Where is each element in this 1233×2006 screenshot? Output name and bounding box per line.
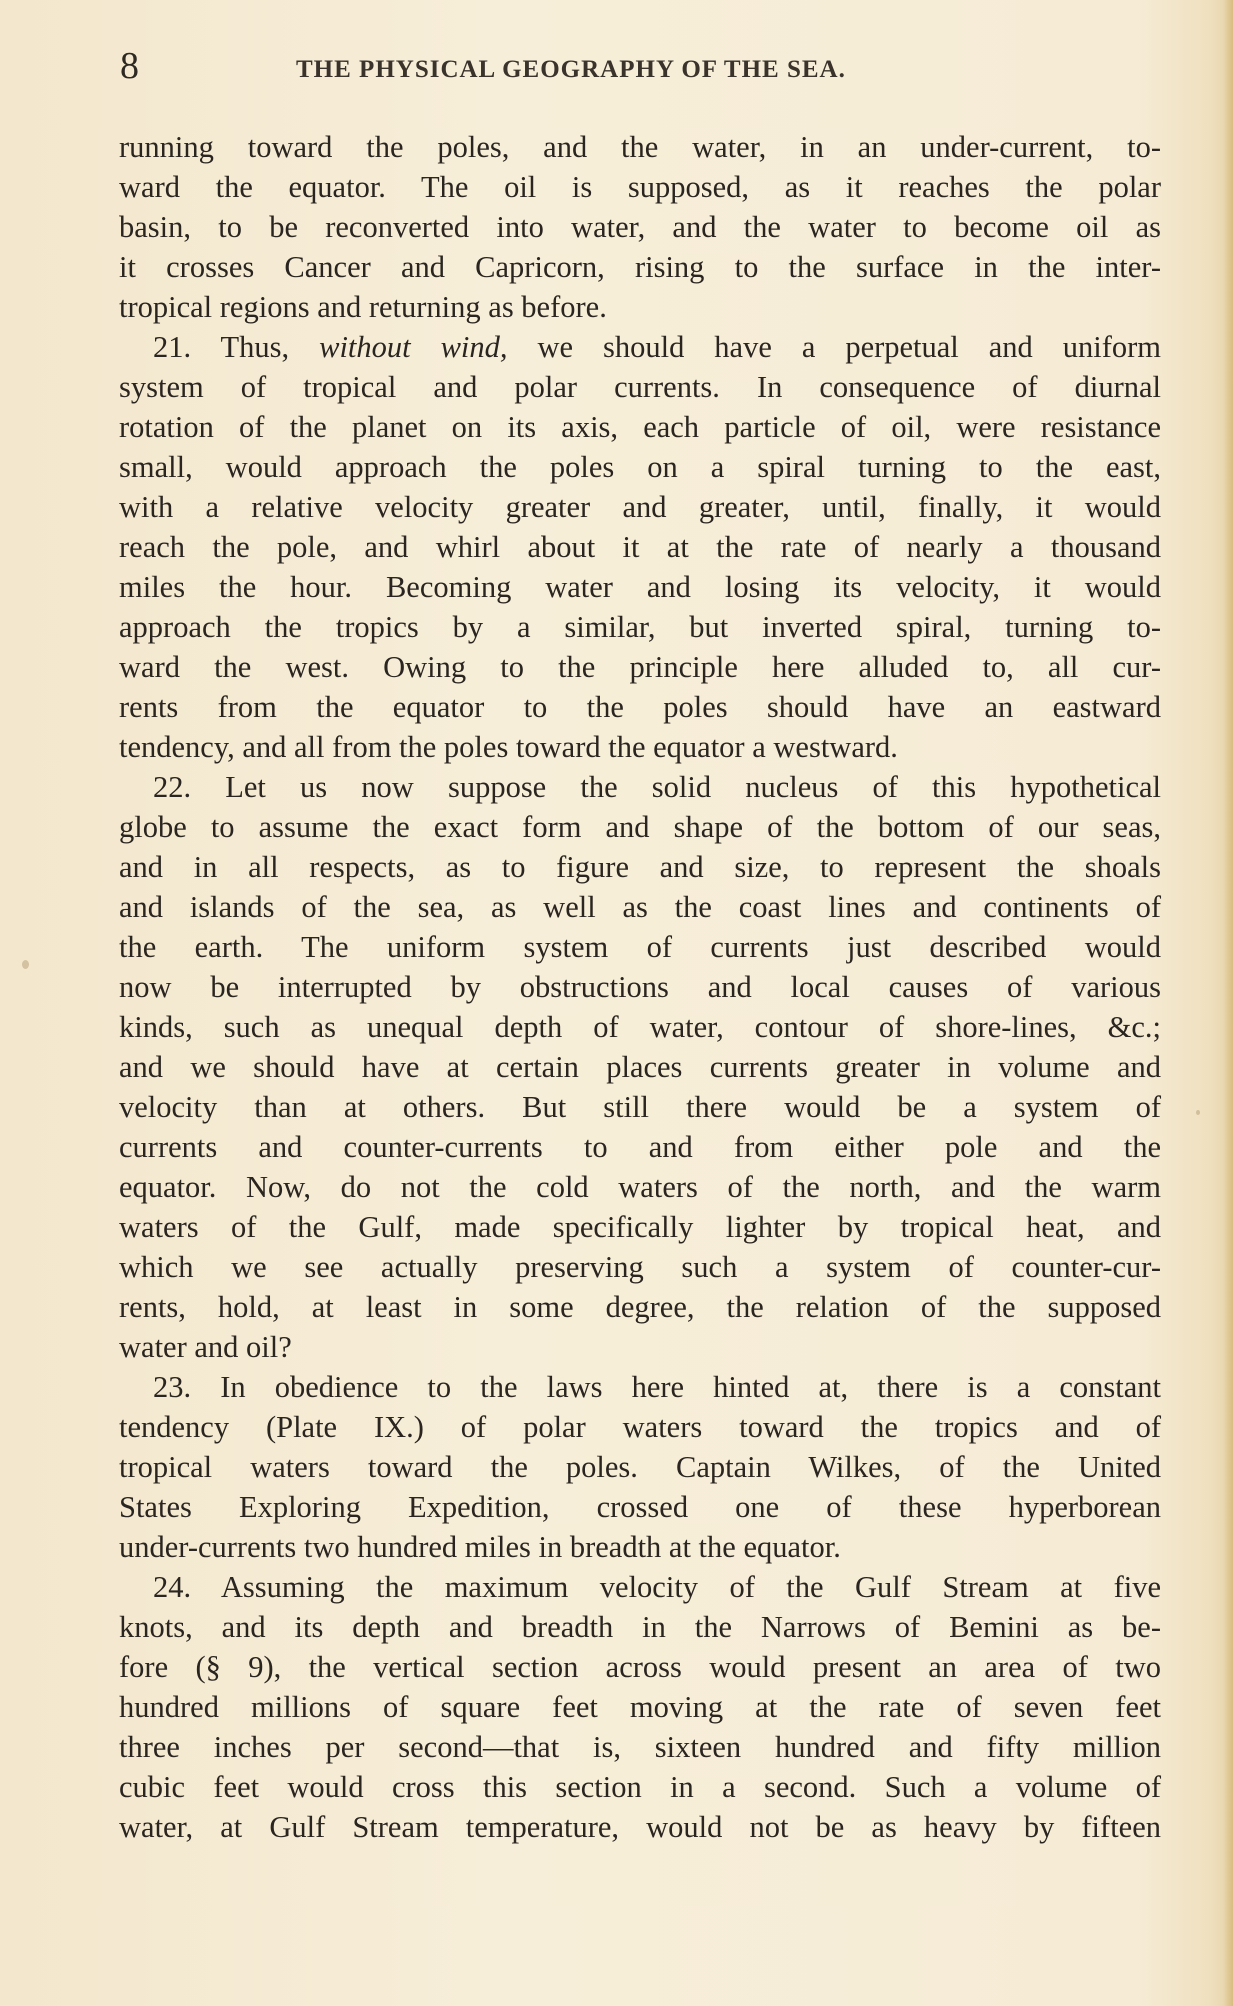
text-line-paragraph-24: 24. Assuming the maximum velocity of the Gulf Stream at five xyxy=(153,1570,1161,1604)
text-line: miles the hour. Becoming water and losing its velocity, it would xyxy=(119,570,1161,604)
text-line: hundred millions of square feet moving at the rate of seven feet xyxy=(119,1690,1161,1724)
text-line: reach the pole, and whirl about it at the rate of nearly a thousand xyxy=(119,530,1161,564)
text-line: and we should have at certain places currents greater in volume and xyxy=(119,1050,1161,1084)
italic-phrase: without wind, xyxy=(319,330,508,364)
body-text xyxy=(119,127,1161,1847)
text-line: tendency (Plate IX.) of polar waters toward the tropics and of xyxy=(119,1410,1161,1444)
text-line-paragraph-23: 23. In obedience to the laws here hinted at, there is a constant xyxy=(153,1370,1161,1404)
text-line: water, at Gulf Stream temperature, would not be as heavy by fifteen xyxy=(119,1810,1161,1844)
text-line: knots, and its depth and breadth in the Narrows of Bemini as be- xyxy=(119,1610,1161,1644)
text-line: approach the tropics by a similar, but inverted spiral, turning to- xyxy=(119,610,1161,644)
text-line: basin, to be reconverted into water, and the water to become oil as xyxy=(119,210,1161,244)
text-line: small, would approach the poles on a spiral turning to the east, xyxy=(119,450,1161,484)
text-line: equator. Now, do not the cold waters of the north, and the warm xyxy=(119,1170,1161,1204)
text-line-paragraph-22: 22. Let us now suppose the solid nucleus of this hypothetical xyxy=(153,770,1161,804)
text-line: rents from the equator to the poles should have an eastward xyxy=(119,690,1161,724)
text-line: velocity than at others. But still there would be a system of xyxy=(119,1090,1161,1124)
running-title: THE PHYSICAL GEOGRAPHY OF THE SEA. xyxy=(296,56,846,83)
text-line: globe to assume the exact form and shape of the bottom of our seas, xyxy=(119,810,1161,844)
text-line: rotation of the planet on its axis, each particle of oil, were resistance xyxy=(119,410,1161,444)
text-line: ward the west. Owing to the principle here alluded to, all cur- xyxy=(119,650,1161,684)
text-line: fore (§ 9), the vertical section across would present an area of two xyxy=(119,1650,1161,1684)
text-line: and islands of the sea, as well as the coast lines and continents of xyxy=(119,890,1161,924)
text-line: now be interrupted by obstructions and local causes of various xyxy=(119,970,1161,1004)
text-line: which we see actually preserving such a system of counter-cur- xyxy=(119,1250,1161,1284)
paper-fleck xyxy=(1196,1110,1200,1115)
page-number: 8 xyxy=(120,45,139,87)
text-line: three inches per second—that is, sixteen hundred and fifty million xyxy=(119,1730,1161,1764)
text-line: States Exploring Expedition, crossed one of these hyperborean xyxy=(119,1490,1161,1524)
text-line: with a relative velocity greater and greater, until, finally, it would xyxy=(119,490,1161,524)
text-line: tropical regions and returning as before. xyxy=(119,290,607,324)
text-line: tendency, and all from the poles toward the equator a westward. xyxy=(119,730,898,764)
text-line: cubic feet would cross this section in a second. Such a volume of xyxy=(119,1770,1161,1804)
text-line: running toward the poles, and the water, in an under-current, to- xyxy=(119,130,1161,164)
text-run: we should have a perpetual and uniform xyxy=(507,330,1161,364)
paper-fleck xyxy=(22,960,29,969)
text-line: and in all respects, as to figure and size, to represent the shoals xyxy=(119,850,1161,884)
text-line: system of tropical and polar currents. In consequence of diurnal xyxy=(119,370,1161,404)
text-line: waters of the Gulf, made specifically lighter by tropical heat, and xyxy=(119,1210,1161,1244)
text-line: the earth. The uniform system of currents just described would xyxy=(119,930,1161,964)
text-line: currents and counter-currents to and from either pole and the xyxy=(119,1130,1161,1164)
page-edge-shading xyxy=(1223,0,1233,2006)
text-line: tropical waters toward the poles. Captain Wilkes, of the United xyxy=(119,1450,1161,1484)
text-line: water and oil? xyxy=(119,1330,292,1364)
text-line: rents, hold, at least in some degree, the relation of the supposed xyxy=(119,1290,1161,1324)
running-head xyxy=(120,40,1160,92)
text-line: kinds, such as unequal depth of water, contour of shore-lines, &c.; xyxy=(119,1010,1161,1044)
text-line: under-currents two hundred miles in breadth at the equator. xyxy=(119,1530,841,1564)
text-line: ward the equator. The oil is supposed, as it reaches the polar xyxy=(119,170,1161,204)
text-run: 21. Thus, xyxy=(153,330,320,364)
text-line-paragraph-21 xyxy=(119,327,1161,367)
text-line: it crosses Cancer and Capricorn, rising to the surface in the inter- xyxy=(119,250,1161,284)
